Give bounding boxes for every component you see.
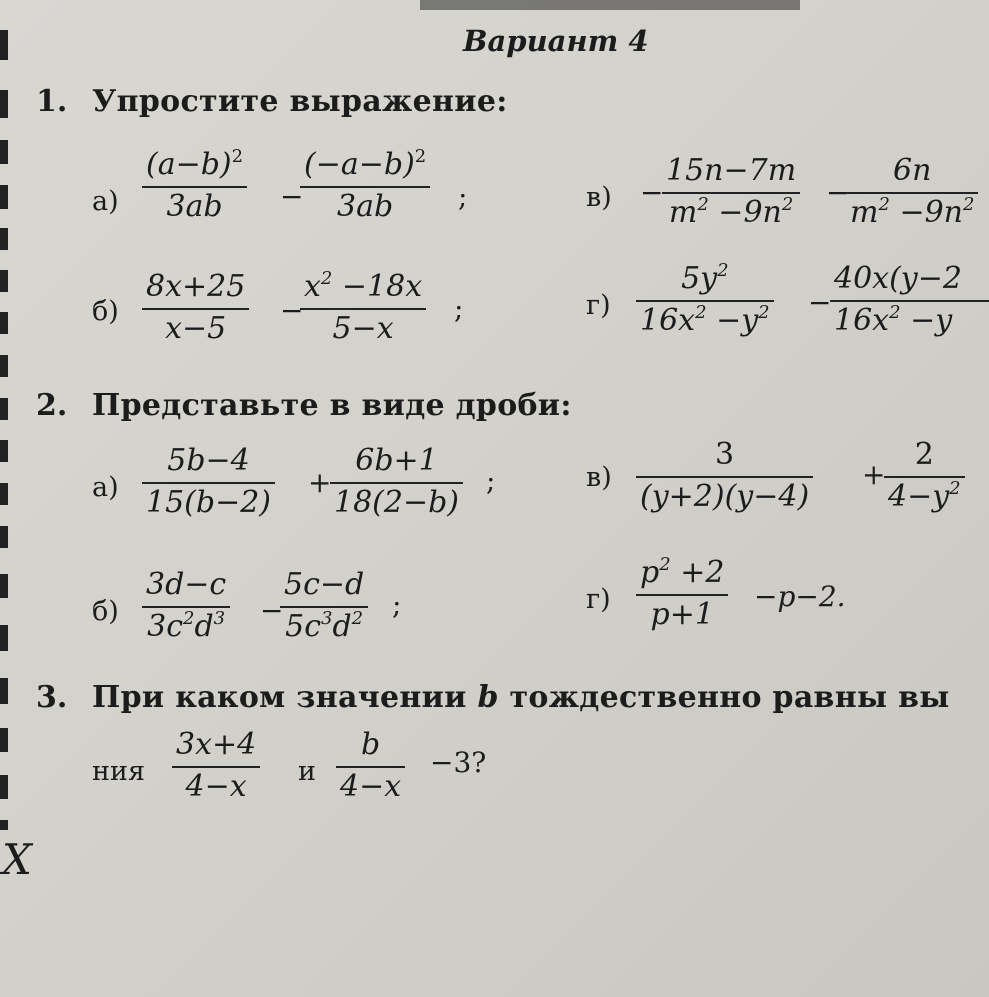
task2-title: Представьте в виде дроби: xyxy=(92,388,572,423)
exponent: 3 xyxy=(321,608,333,629)
numerator: 5y xyxy=(681,261,718,296)
fraction xyxy=(172,727,260,804)
exponent: 2 xyxy=(963,194,975,215)
exponent: 2 xyxy=(717,260,729,281)
numerator-rest: +2 xyxy=(670,555,725,590)
task2-b-label: б) xyxy=(92,596,119,627)
exponent: 2 xyxy=(781,194,794,215)
task3-number: 3. xyxy=(36,680,68,715)
semicolon: ; xyxy=(454,292,464,325)
denominator: 3ab xyxy=(166,189,223,224)
operator: + xyxy=(308,466,332,499)
margin-mark xyxy=(0,574,8,598)
denominator: 3c xyxy=(147,609,183,644)
conjunction: и xyxy=(298,756,316,787)
denominator: m xyxy=(850,195,879,230)
denominator: 4−y xyxy=(888,479,950,514)
margin-mark xyxy=(0,483,8,505)
operator: − xyxy=(280,180,304,213)
margin-mark xyxy=(0,312,8,334)
operator: − xyxy=(280,294,304,327)
fraction xyxy=(636,554,728,632)
denominator: 16x xyxy=(640,303,696,338)
operator: − xyxy=(260,594,284,627)
margin-mark xyxy=(0,90,8,118)
exponent: 2 xyxy=(758,302,770,323)
fraction xyxy=(662,153,800,230)
denominator: (y+2)(y−4) xyxy=(640,479,810,514)
margin-mark xyxy=(0,440,8,462)
numerator: b xyxy=(360,727,381,762)
margin-mark xyxy=(0,270,8,292)
denominator-rest: −9n xyxy=(708,195,782,230)
semicolon: ; xyxy=(458,180,468,213)
fraction xyxy=(300,268,426,346)
fraction xyxy=(884,437,965,514)
task1-b-label: б) xyxy=(92,296,119,327)
task1-g-label: г) xyxy=(586,290,611,321)
denominator: 5−x xyxy=(332,311,394,346)
fraction xyxy=(300,146,430,224)
numerator: 6n xyxy=(893,153,932,188)
exponent: 2 xyxy=(697,194,709,215)
fraction xyxy=(142,269,249,346)
exponent: 2 xyxy=(949,478,961,499)
fraction xyxy=(846,153,978,230)
task1-number: 1. xyxy=(36,84,68,119)
fraction xyxy=(280,567,368,644)
task3-title xyxy=(92,680,950,715)
margin-mark xyxy=(0,185,8,209)
margin-mark xyxy=(0,820,8,830)
denominator: p+1 xyxy=(650,597,714,632)
semicolon: ; xyxy=(392,588,402,621)
top-edge-text-remnant xyxy=(420,0,800,10)
margin-mark xyxy=(0,728,8,752)
task1-v-label: в) xyxy=(586,182,612,213)
fraction xyxy=(142,567,230,644)
numerator: 6b+1 xyxy=(355,443,438,478)
margin-mark xyxy=(0,228,8,250)
denominator: x−5 xyxy=(165,311,227,346)
task1-title: Упростите выражение: xyxy=(92,84,508,119)
numerator: 2 xyxy=(914,437,934,472)
task3-variable: b xyxy=(477,680,499,715)
semicolon: ; xyxy=(486,464,496,497)
numerator: 5c−d xyxy=(284,567,365,602)
denominator-rest: −9n xyxy=(889,195,963,230)
margin-mark xyxy=(0,140,8,164)
denominator: 4−x xyxy=(185,769,247,804)
exponent: 2 xyxy=(320,268,333,289)
margin-mark xyxy=(0,625,8,651)
task2-g-label: г) xyxy=(586,584,611,615)
exponent: 2 xyxy=(414,146,427,167)
numerator: x xyxy=(304,269,321,304)
expression-tail: −3? xyxy=(430,746,487,779)
exponent: 2 xyxy=(695,302,707,323)
denominator: 5c xyxy=(285,609,321,644)
numerator: p xyxy=(640,555,660,590)
margin-mark xyxy=(0,355,8,377)
task2-v-label: в) xyxy=(586,462,612,493)
numerator: (a−b) xyxy=(146,147,232,182)
denominator: 15(b−2) xyxy=(146,485,272,520)
numerator: (−a−b) xyxy=(304,147,415,182)
task3-title-part: тождественно равны вы xyxy=(498,680,950,715)
task3-title-part: При каком значении xyxy=(92,680,478,715)
margin-mark xyxy=(0,30,8,60)
exponent: 2 xyxy=(231,146,244,167)
fraction xyxy=(636,437,813,514)
denominator-rest: −y xyxy=(706,303,759,338)
operator: + xyxy=(862,458,886,491)
fraction xyxy=(830,261,989,338)
denominator-rest: d xyxy=(332,609,352,644)
margin-mark xyxy=(0,526,8,548)
operator: − xyxy=(826,176,850,209)
operator: − xyxy=(808,286,832,319)
task1-a-label: а) xyxy=(92,186,119,217)
fraction xyxy=(142,443,275,520)
numerator: 40x(y−2 xyxy=(834,261,962,296)
fraction xyxy=(142,146,247,224)
task2-a-label: а) xyxy=(92,472,119,503)
expression-tail: −p−2. xyxy=(754,580,846,613)
exponent: 2 xyxy=(183,608,195,629)
numerator: 3 xyxy=(715,437,735,472)
exponent: 2 xyxy=(878,194,890,215)
margin-mark xyxy=(0,678,8,704)
numerator: 5b−4 xyxy=(167,443,250,478)
denominator: m xyxy=(668,195,698,230)
exponent: 2 xyxy=(889,302,901,323)
numerator-rest: −18x xyxy=(332,269,423,304)
task2-number: 2. xyxy=(36,388,68,423)
handwritten-x-mark: X xyxy=(2,835,32,884)
margin-mark xyxy=(0,398,8,420)
numerator: 3d−c xyxy=(146,567,227,602)
numerator: 3x+4 xyxy=(176,727,257,762)
exponent: 2 xyxy=(659,554,671,575)
denominator: 18(2−b) xyxy=(334,485,460,520)
denominator: 4−x xyxy=(340,769,402,804)
exponent: 2 xyxy=(351,608,364,629)
denominator: 16x xyxy=(834,303,890,338)
variant-title: Вариант 4 xyxy=(463,24,649,58)
denominator: 3ab xyxy=(337,189,394,224)
fraction xyxy=(330,443,463,520)
numerator: 15n−7m xyxy=(666,153,797,188)
numerator: 8x+25 xyxy=(146,269,246,304)
fraction xyxy=(636,260,774,338)
denominator-rest: d xyxy=(194,609,214,644)
margin-mark xyxy=(0,775,8,799)
exponent: 3 xyxy=(213,608,226,629)
fraction xyxy=(336,727,405,804)
denominator-rest: −y xyxy=(900,303,953,338)
task3-continuation: ния xyxy=(92,756,146,787)
operator: − xyxy=(640,176,664,209)
